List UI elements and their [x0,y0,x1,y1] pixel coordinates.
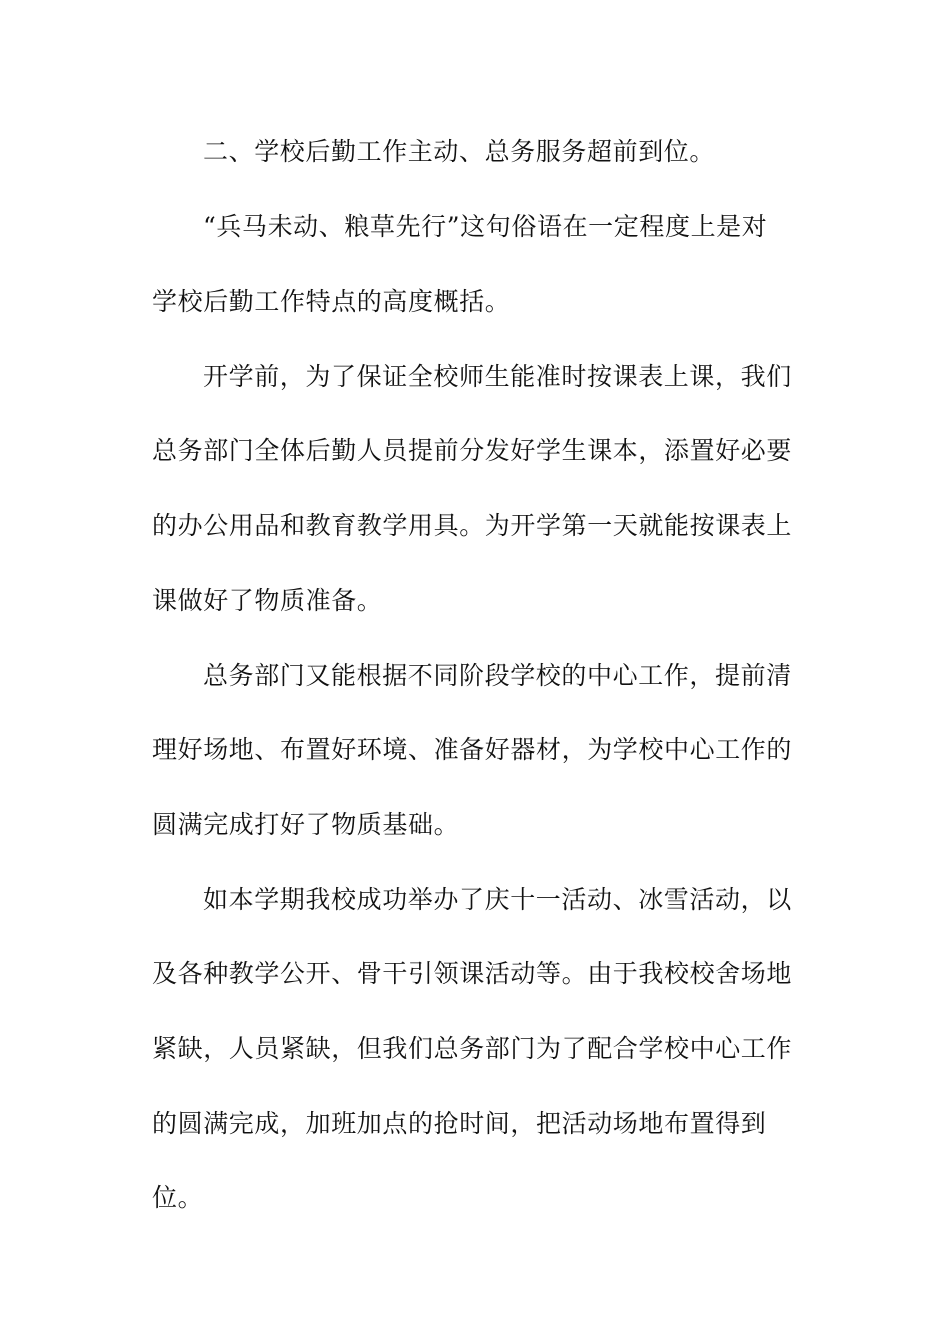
paragraph-line: 总务部门全体后勤人员提前分发好学生课本，添置好必要 [152,436,793,465]
paragraph-line: 位。 [152,1183,204,1212]
paragraph-line: 学校后勤工作特点的高度概括。 [152,287,511,316]
paragraph-line: 开学前，为了保证全校师生能准时按课表上课，我们 [203,362,792,391]
paragraph-line: 如本学期我校成功举办了庆十一活动、冰雪活动，以 [203,885,792,914]
paragraph-line: 紧缺，人员紧缺，但我们总务部门为了配合学校中心工作 [152,1034,793,1063]
paragraph-line: 总务部门又能根据不同阶段学校的中心工作，提前清 [203,661,792,690]
paragraph-line: “兵马未动、粮草先行”这句俗语在一定程度上是对 [203,212,768,241]
paragraph-line: 理好场地、布置好环境、准备好器材，为学校中心工作的 [152,735,793,764]
paragraph-line: 的圆满完成，加班加点的抢时间，把活动场地布置得到 [152,1109,767,1138]
section-heading: 二、学校后勤工作主动、总务服务超前到位。 [203,137,716,166]
paragraph-line: 圆满完成打好了物质基础。 [152,810,460,839]
paragraph-line: 的办公用品和教育教学用具。为开学第一天就能按课表上 [152,511,793,540]
paragraph-line: 及各种教学公开、骨干引领课活动等。由于我校校舍场地 [152,959,793,988]
paragraph-line: 课做好了物质准备。 [152,586,383,615]
